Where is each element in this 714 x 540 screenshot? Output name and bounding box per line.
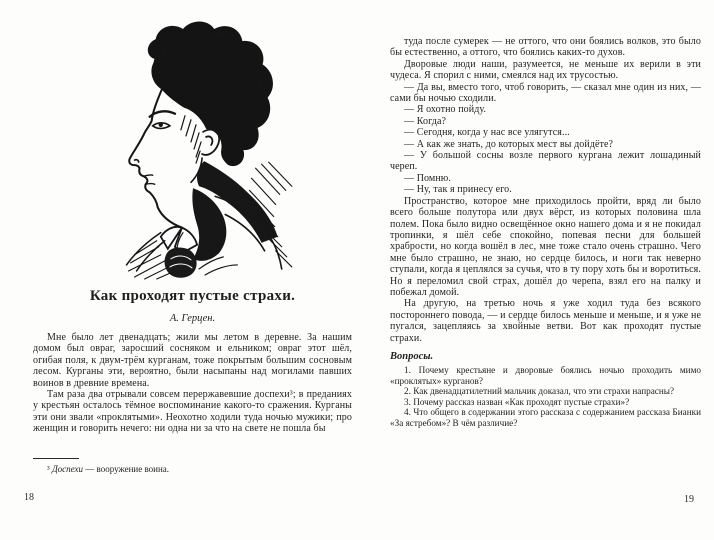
story-paragraph: туда после сумерек — не оттого, что они боялись волков, это было бы естественно, а оттого, что боялись каких-то духов. — [390, 36, 701, 59]
questions-heading: Вопросы. — [390, 350, 434, 362]
right-page-column — [390, 36, 701, 429]
footnote — [33, 458, 352, 474]
story-paragraph: — У большой сосны возле первого кургана лежит лошадиный череп. — [390, 150, 701, 173]
story-author: А. Герцен. — [169, 313, 216, 324]
story-paragraph: — Когда? — [404, 115, 447, 127]
story-paragraph: Мне было лет двенадцать; жили мы летом в деревне. За нашим домом был овраг, заросший сосняком и ельником; овраг этот шёл, огибая поля, к двум-трём курганам, тоже покрытым большим сосновым лесом. Курганы эти, вероятно, были насыпаны над могилами павших воинов в древние времена. — [33, 332, 352, 389]
question-item: 2. Как двенадцатилетний мальчик доказал, что эти страхи напрасны? — [404, 386, 675, 397]
story-paragraph: — Я охотно пойду. — [404, 104, 487, 116]
footnote-term: Доспехи — [51, 464, 84, 474]
footnote-marker: ³ — [47, 464, 52, 474]
footnote-divider — [33, 458, 79, 459]
questions-list — [390, 365, 701, 429]
herzen-portrait-illustration — [64, 16, 316, 282]
story-paragraph: Пространство, которое мне приходилось пройти, вряд ли было всего больше полутора или двух вёрст, из которых половина шла полем. Пока было видно освещённое окно нашего дома и я не покидал тропинки, я шёл себе спокойно, попевая песни для большей храбрости, но когда вошёл в лес, мне тоже стало очень страшно. Чего мне было страшно, не знаю, но сердце билось, и ноги так неверно ступали, когда я цеплялся за сучья, что в ту пору хоть бы и воротиться. Но я переломил свой страх, дошёл до черепа, взял его на палку и побежал домой. — [390, 195, 701, 298]
question-item: 4. Что общего в содержании этого рассказа с содержанием рассказа Бианки «За ястребом»? В чём различие? — [390, 407, 701, 428]
story-paragraph: Там раза два отрывали совсем перержавевшие доспехи³; в преданиях у крестьян осталось тёмное воспоминание какого-то сражения. Курганы эти они звали «проклятыми». Неохотно ходили туда ночью мужики; про женщин и говорить нечего: ни одна ни за что на свете не пошла бы — [33, 389, 352, 435]
story-paragraph: — Сегодня, когда у нас все улягутся... — [404, 127, 570, 139]
question-item: 1. Почему крестьяне и дворовые боялись ночью проходить мимо «проклятых» курганов? — [390, 364, 701, 386]
right-page-body — [390, 36, 701, 344]
story-paragraph: Дворовые люди наши, разумеется, не меньше их верили в эти чудеса. Я спорил с ними, смеялся над их трусостью. — [390, 58, 701, 82]
footnote-definition: — вооружение воина. — [83, 464, 170, 474]
page-number-left: 18 — [24, 492, 34, 503]
page-number-right: 19 — [684, 494, 694, 505]
story-paragraph: — А как же знать, до которых мест вы дойдёте? — [404, 138, 614, 150]
question-item: 3. Почему рассказ назван «Как проходят пустые страхи»? — [404, 396, 630, 407]
story-title: Как проходят пустые страхи. — [89, 288, 296, 304]
story-paragraph: — Ну, так я принесу его. — [404, 184, 512, 196]
portrait-sketch — [64, 16, 316, 282]
story-paragraph: — Да вы, вместо того, чтоб говорить, — сказал мне один из них, — сами бы ночью сходили. — [390, 81, 701, 105]
footnote-text — [33, 464, 352, 474]
story-paragraph: — Помню. — [404, 172, 451, 184]
story-paragraph: На другую, на третью ночь я уже ходил туда без всякого постороннего повода, — и сердце билось меньше и меньше, и я уже не пугался, зацепляясь за хвойные ветви. Вот как проходят пустые страхи. — [390, 298, 701, 344]
left-page-body — [33, 332, 352, 435]
